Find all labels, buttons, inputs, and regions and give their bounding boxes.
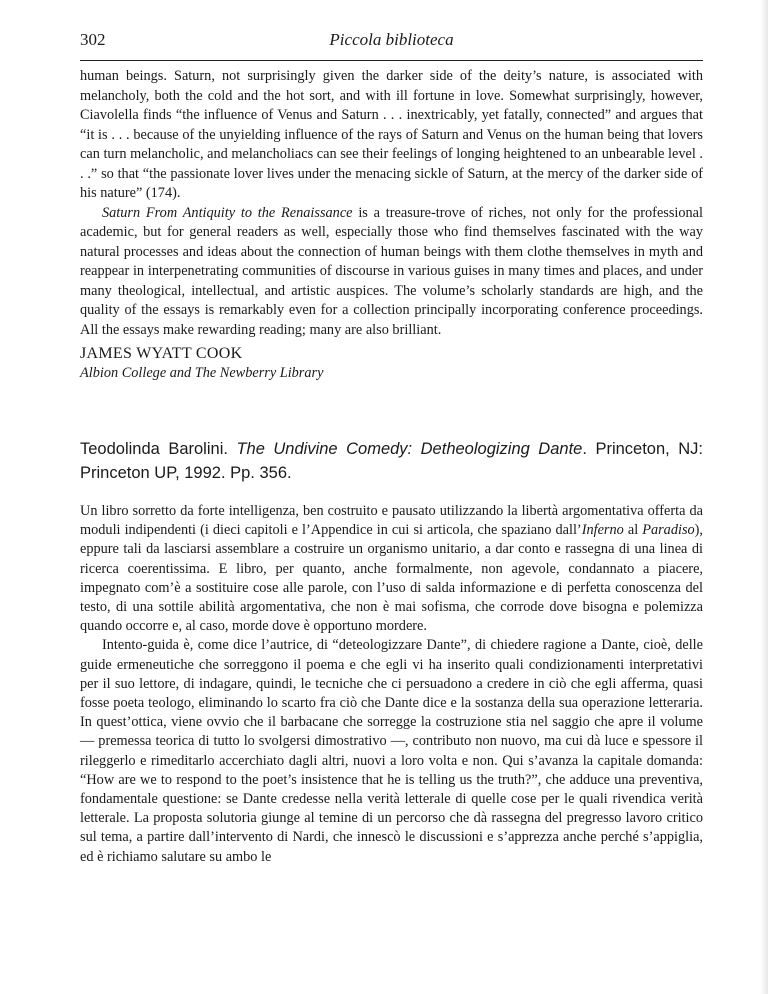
review1-paragraph-2-text: is a treasure-trove of riches, not only for the professional academic, but for general readers as well, especially those who find themselves fascinated with the way natural processes and ideas about the connection of human beings with them clothe themselves in myth and reappear in interpenetrating communities of discourse in various guises in many times and places, and under many theological, intellectual, and artistic auspices. The volume’s scholarly standards are high, and the quality of the essays is remarkably even for a collection principally incorporating conference proceedings. All the essays make rewarding reading; many are also brilliant. — [80, 204, 704, 338]
review-undivine-comedy — [80, 502, 703, 867]
citation-title: The Undivine Comedy: Detheologizing Dante — [236, 440, 583, 458]
reviewer-affiliation: Albion College and The Newberry Library — [80, 365, 324, 381]
title-paradiso: Paradiso — [642, 522, 695, 539]
review2-paragraph-2: Intento-guida è, come dice l’autrice, di “deteologizzare Dante”, di chiedere ragione a Dante, cioè, delle guide ermeneutiche che sorreggono il poema e che egli vi ha inserito quali condizionamenti interpretativi per il suo lettore, di indagare, quindi, le tecniche che ci persuadono a credere in ciò che egli afferma, quasi fosse poeta teologo, eliminando lo scarto fra ciò che Dante dice e la sostanza della sua operazione letteraria. In quest’ottica, viene ovvio che il barbacane che sorregge la costruzione stia nel saggio che apre il volume — premessa teorica di tutto lo svolgersi dimostrativo —, contributo non nuovo, ma cui dà luce e spessore il rileggerlo e rimeditarlo accerchiato dagli altri, nuovi a loro volta e non. Qui s’avanza la capitale domanda: “How are we to respond to the poet’s insistence that he is telling us the truth?”, che adduce una preventiva, fondamentale questione: se Dante credesse nella verità letterale di quelle cose per le quali rivendica verità letterale. La proposta solutoria giunge al temine di un percorso che dà rassegna del pregresso lavoro critico sul tema, a partire dall’intervento di Nardi, che innescò le discussioni e s’apprezza anche perché s’appiglia, ed è richiamo salutare su ambo le — [80, 637, 703, 865]
review1-paragraph-1: human beings. Saturn, not surprisingly given the darker side of the deity’s nature, is associated with melancholy, both the cold and the hot sort, and with ill fortune in love. Somewhat surprisingly, however, Ciavolella finds “the influence of Venus and Saturn . . . inextricably, yet fatally, connected” and argues that “it is . . . because of the unyielding influence of the rays of Saturn and Venus on the human being that lovers can turn melancholic, and melancholiacs can see their feelings of longing heightened to an unbearable level . . .” so that “the passionate lover lives under the menacing sickle of Saturn, at the mercy of the darker side of his nature” (174). — [80, 68, 703, 201]
review1-paragraph-2 — [80, 204, 703, 341]
page-number: 302 — [80, 30, 106, 49]
scan-edge-shadow — [760, 0, 768, 994]
book-title-saturn: Saturn From Antiquity to the Renaissance — [102, 204, 353, 221]
review2-p1-part-b: al — [623, 522, 643, 539]
running-header — [80, 30, 703, 56]
reviewer-name: JAMES WYATT COOK — [80, 345, 243, 362]
review2-p1-part-a: Un libro sorretto da forte intelligenza, ben costruito e pausato utilizzando la libertà argomentativa offerta da moduli indipendenti (i dieci capitoli e l’Appendice in cui si articola, che spaziano dall’ — [80, 503, 703, 539]
citation-author: Teodolinda Barolini. — [80, 440, 237, 458]
header-rule — [80, 60, 703, 61]
title-inferno: Inferno — [581, 522, 624, 539]
review2-p1-part-c: ), eppure tali da lasciarsi assemblare a costruire un organismo unitario, a dar conto e rassegna di una linea di ricerca coerentissima. E libro, per quanto, anche formalmente, non agevole, condannato a piacere, impegnato com’è a sostituire cose alle parole, con l’uso di salda informazione e di perfetta conoscenza del testo, di una sottile abilità argomentativa, che non è mai sofisma, che corrode dove bisogna e polemizza quando occorre e, al caso, morde dove è opportuno mordere. — [80, 522, 704, 635]
running-title: Piccola biblioteca — [329, 30, 454, 49]
review2-citation — [80, 437, 703, 485]
review2-paragraph-1 — [80, 502, 703, 636]
page — [80, 30, 703, 867]
citation-publication: . Princeton, NJ: Princeton UP, 1992. Pp. 356. — [80, 440, 703, 482]
review-saturn — [80, 67, 703, 383]
